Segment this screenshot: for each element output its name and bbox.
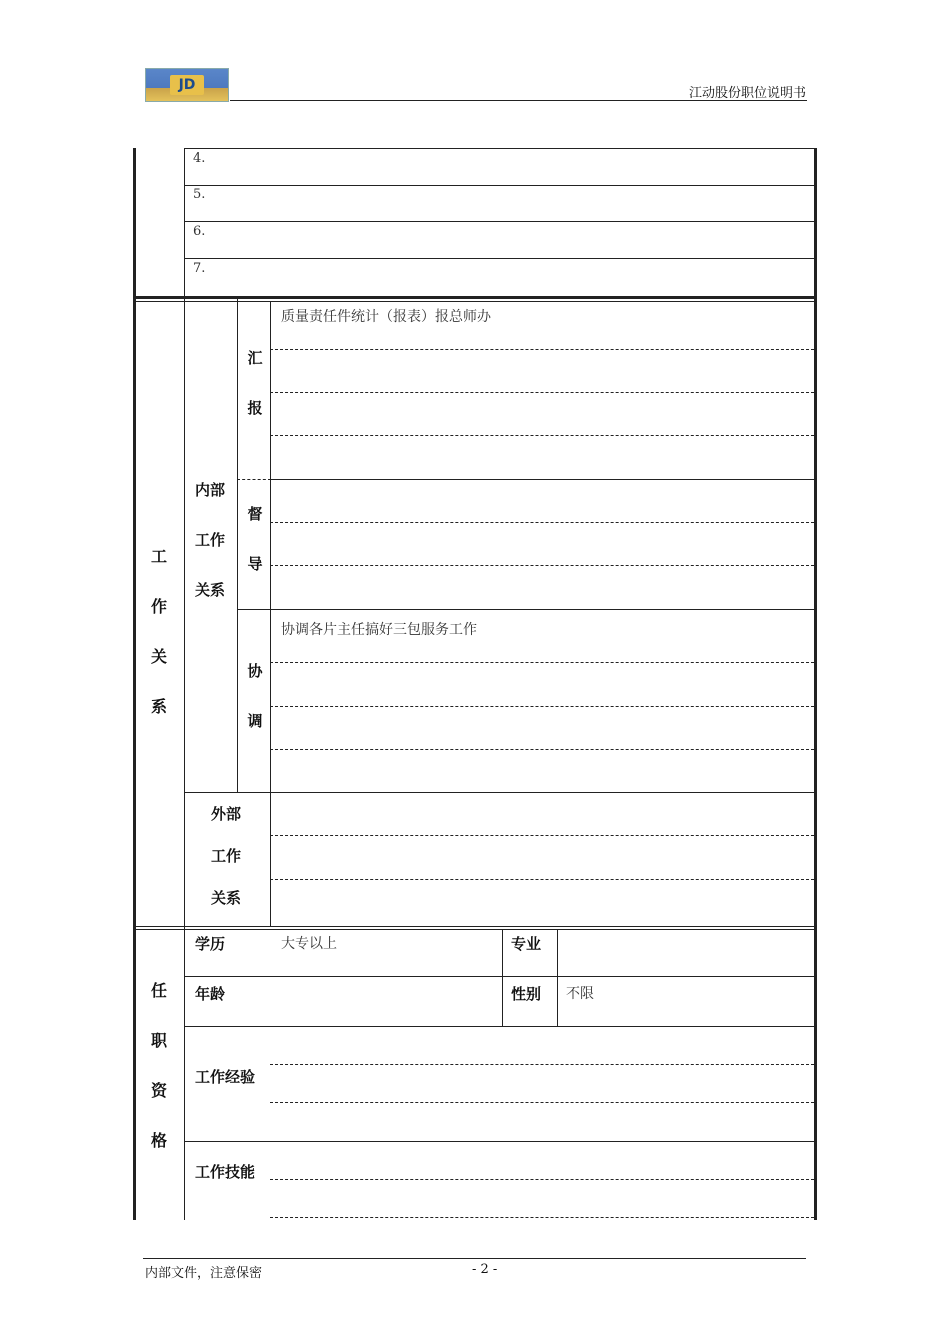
- dashed-line: [270, 392, 814, 393]
- education-value: 大专以上: [281, 936, 337, 952]
- age-label: 年龄: [195, 985, 226, 1003]
- frame-right: [814, 148, 817, 1220]
- dashed-line: [270, 435, 814, 436]
- qual-label-char: 资: [150, 1081, 167, 1100]
- gender-value: 不限: [566, 986, 594, 1002]
- top-rule: [184, 148, 814, 149]
- company-logo: [145, 68, 229, 102]
- frame-left: [133, 148, 136, 1220]
- dashed-line: [270, 1102, 814, 1103]
- supervise-label-char: 督: [247, 505, 263, 523]
- dashed-line: [270, 349, 814, 350]
- external-label-line: 工作: [211, 847, 242, 865]
- section-label-char: 关: [150, 647, 167, 666]
- frame-inner-divider: [184, 148, 185, 1220]
- row-rule: [237, 609, 814, 610]
- row-rule: [184, 1141, 814, 1142]
- column-divider: [557, 929, 558, 1026]
- footer-rule: [143, 1258, 806, 1259]
- dashed-line: [270, 522, 814, 523]
- document-title: 江动股份职位说明书: [688, 86, 806, 101]
- row-rule: [184, 258, 814, 259]
- section-rule: [133, 301, 817, 302]
- section-label-char: 系: [150, 697, 167, 716]
- internal-label-line: 关系: [195, 581, 226, 599]
- qual-label-char: 任: [150, 981, 167, 1000]
- dashed-line: [270, 1217, 814, 1218]
- section-label-char: 作: [150, 597, 167, 616]
- internal-label-line: 内部: [195, 481, 226, 499]
- dashed-line: [270, 835, 814, 836]
- coordinate-label-char: 协: [247, 662, 263, 680]
- coordinate-label-char: 调: [247, 712, 263, 730]
- skills-label: 工作技能: [195, 1163, 256, 1181]
- qual-label-char: 格: [150, 1131, 167, 1150]
- dashed-line: [270, 1064, 814, 1065]
- dashed-line: [270, 1179, 814, 1180]
- duty-item: 4.: [193, 151, 206, 166]
- row-rule: [270, 479, 814, 480]
- major-label: 专业: [511, 935, 542, 953]
- dashed-line: [270, 662, 814, 663]
- coordinate-text: 协调各片主任搞好三包服务工作: [281, 622, 477, 638]
- external-label-line: 关系: [211, 889, 242, 907]
- supervise-label-char: 导: [247, 555, 263, 573]
- report-text: 质量责任件统计（报表）报总师办: [281, 309, 491, 325]
- confidential-notice: 内部文件，注意保密: [145, 1266, 263, 1281]
- report-label-char: 汇: [247, 349, 263, 367]
- internal-subdivider: [237, 296, 238, 792]
- row-rule: [184, 792, 814, 793]
- dashed-line: [270, 879, 814, 880]
- qual-label-char: 职: [150, 1031, 167, 1050]
- education-label: 学历: [195, 935, 226, 953]
- dashed-line: [270, 565, 814, 566]
- row-rule: [184, 185, 814, 186]
- dashed-line: [270, 749, 814, 750]
- dashed-line: [237, 479, 271, 480]
- duty-item: 7.: [193, 261, 206, 276]
- report-label-char: 报: [247, 399, 263, 417]
- duty-item: 6.: [193, 224, 206, 239]
- internal-label-line: 工作: [195, 531, 226, 549]
- section-rule: [133, 296, 817, 299]
- content-divider: [270, 301, 271, 926]
- column-divider: [502, 929, 503, 1026]
- duty-item: 5.: [193, 187, 206, 202]
- row-rule: [184, 1026, 814, 1027]
- row-rule: [184, 221, 814, 222]
- page-number: - 2 -: [472, 1262, 498, 1277]
- row-rule: [184, 976, 814, 977]
- section-label-char: 工: [150, 547, 167, 566]
- section-rule: [133, 926, 817, 927]
- external-label-line: 外部: [211, 805, 242, 823]
- gender-label: 性别: [511, 985, 542, 1003]
- logo-mark: JD: [170, 75, 204, 95]
- section-rule: [133, 929, 817, 930]
- experience-label: 工作经验: [195, 1068, 256, 1086]
- dashed-line: [270, 706, 814, 707]
